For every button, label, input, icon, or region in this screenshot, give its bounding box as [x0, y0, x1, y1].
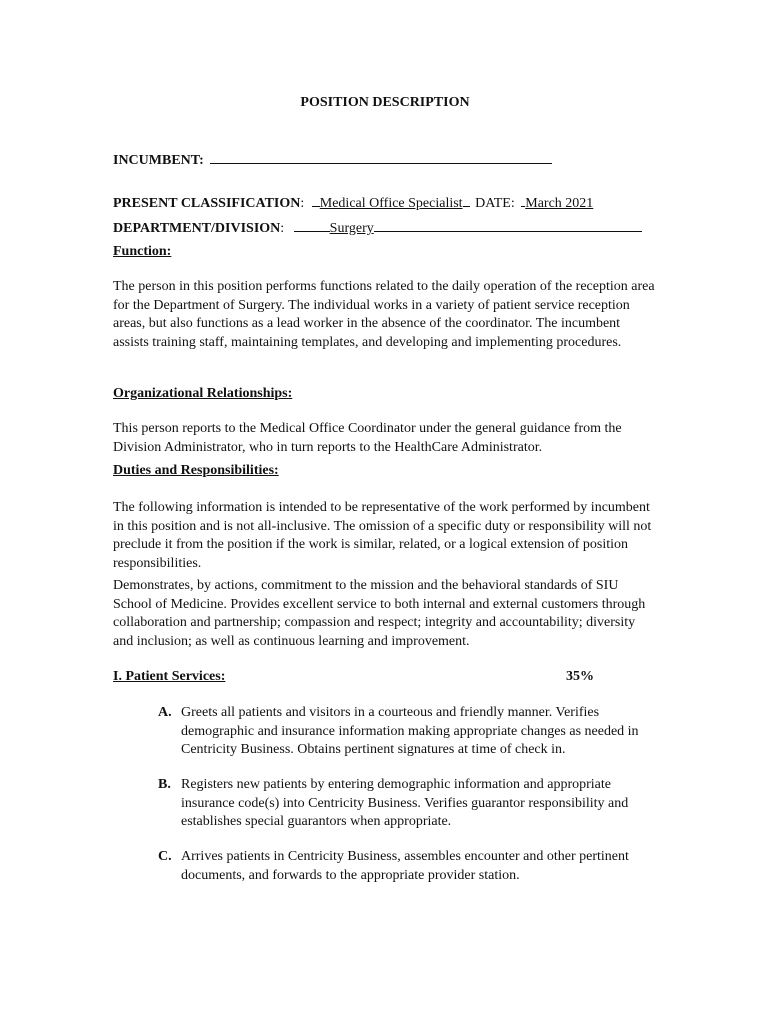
- org-relationships-body: This person reports to the Medical Office Coordinator under the general guidance from the Division Administrator, who in turn reports to the HealthCare Administrator.: [113, 421, 622, 455]
- duty-item-text: Arrives patients in Centricity Business, assembles encounter and other pertinent documents, and forwards to the appropriate provider station.: [181, 849, 629, 883]
- duties-body-2: Demonstrates, by actions, commitment to the mission and the behavioral standards of SIU School of Medicine. Provides excellent service to both internal and external customers through collaboration and partnership; compassion and respect; integrity and accountability; diversity and inclusion; as well as continuous learning and improvement.: [113, 578, 646, 649]
- patient-services-percent: 35%: [566, 669, 594, 684]
- department-label: DEPARTMENT/DIVISION: [113, 221, 281, 236]
- classification-value: Medical Office Specialist: [319, 196, 463, 211]
- incumbent-row: [113, 149, 552, 169]
- duties-heading: Duties and Responsibilities:: [113, 463, 279, 478]
- patient-services-heading: I. Patient Services:: [113, 669, 226, 684]
- classification-colon: :: [300, 196, 305, 211]
- page-title: POSITION DESCRIPTION: [300, 95, 470, 110]
- date-label: DATE:: [475, 196, 515, 211]
- department-value: Surgery: [329, 221, 374, 236]
- date-value: March 2021: [525, 196, 594, 211]
- duties-body-1: The following information is intended to be representative of the work performed by incumbent in this position and is not all-inclusive. The omission of a specific duty or responsibility will not preclude it from the position if the work is similar, related, or a logical extension of position responsibilities.: [113, 500, 652, 571]
- department-colon: :: [280, 221, 285, 236]
- org-relationships-heading: Organizational Relationships:: [113, 386, 293, 401]
- incumbent-blank-line: [210, 149, 552, 164]
- department-row: [113, 217, 642, 237]
- classification-underline-tail: [463, 192, 470, 207]
- department-underline-tail: [374, 217, 642, 232]
- function-heading: Function:: [113, 244, 172, 259]
- classification-row: [113, 192, 593, 212]
- duty-item-letter: C.: [158, 849, 172, 864]
- classification-label: PRESENT CLASSIFICATION: [113, 196, 301, 211]
- duty-item-letter: A.: [158, 705, 172, 720]
- duty-item-text: Registers new patients by entering demographic information and appropriate insurance code(s) into Centricity Business. Verifies guarantor responsibility and establishes special guarantors when appropriate.: [181, 777, 629, 829]
- classification-underline-lead: [312, 192, 320, 207]
- incumbent-label: INCUMBENT:: [113, 153, 204, 168]
- function-body: The person in this position performs functions related to the daily operation of the reception area for the Department of Surgery. The individual works in a variety of patient service reception areas, but also functions as a lead worker in the absence of the coordinator. The incumbent assists training staff, maintaining templates, and developing and implementing procedures.: [113, 279, 655, 350]
- department-underline-lead: [294, 217, 330, 232]
- duty-item-letter: B.: [158, 777, 171, 792]
- duty-item-text: Greets all patients and visitors in a courteous and friendly manner. Verifies demographic and insurance information making appropriate changes as needed in Centricity Business. Obtains pertinent signatures at time of check in.: [181, 705, 639, 757]
